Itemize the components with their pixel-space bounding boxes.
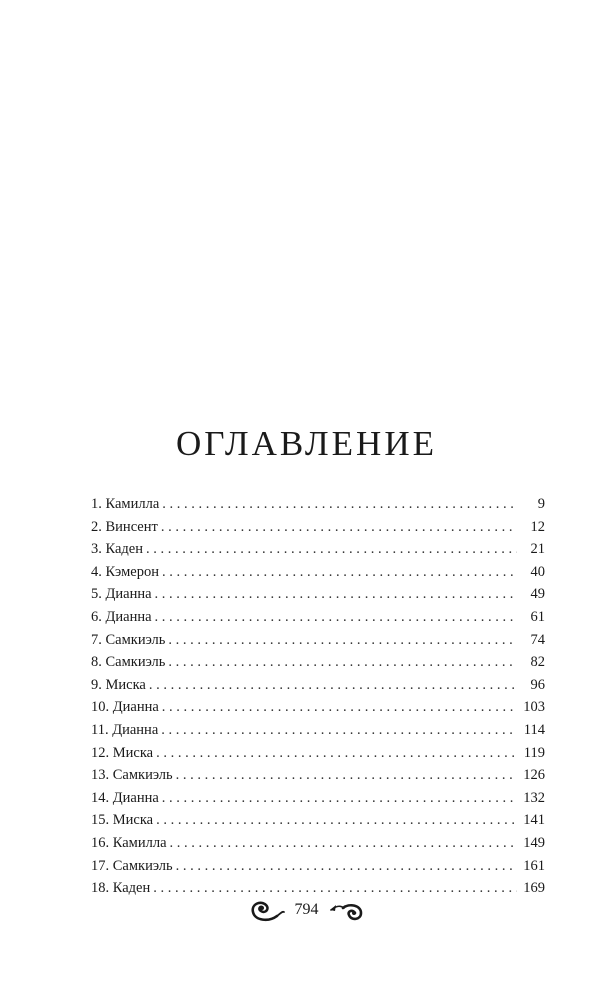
toc-entry[interactable] xyxy=(91,767,545,790)
toc-entry[interactable] xyxy=(91,722,545,745)
dot-leader xyxy=(176,858,517,875)
dot-leader xyxy=(176,767,517,784)
toc-entry-title: 3. Каден xyxy=(91,541,143,558)
dot-leader xyxy=(155,586,517,603)
toc-entry-page-number: 103 xyxy=(523,699,545,716)
page-number: 794 xyxy=(294,901,319,918)
toc-entry-title: 14. Дианна xyxy=(91,789,159,806)
toc-entry-title: 11. Дианна xyxy=(91,721,159,738)
toc-entry[interactable] xyxy=(91,564,545,587)
folio xyxy=(0,896,613,924)
toc-entry-page-number: 161 xyxy=(523,857,545,874)
dot-leader xyxy=(162,564,517,581)
toc-entry-title: 9. Миска xyxy=(91,676,146,693)
toc-entry[interactable] xyxy=(91,541,545,564)
toc-entry[interactable] xyxy=(91,812,545,835)
toc-entry-title: 1. Камилла xyxy=(91,496,160,512)
toc-entry-title: 15. Миска xyxy=(91,812,154,829)
toc-entry-page-number: 126 xyxy=(523,767,545,784)
toc-entry-title: 4. Кэмерон xyxy=(91,563,159,580)
toc-entry-page-number: 132 xyxy=(523,789,545,806)
toc-entry-title: 10. Дианна xyxy=(91,699,159,716)
toc-entry-page-number: 21 xyxy=(530,541,545,558)
toc-entry[interactable] xyxy=(91,699,545,722)
toc-entry-title: 16. Камилла xyxy=(91,834,167,851)
toc-entry-page-number: 96 xyxy=(530,676,545,693)
dot-leader xyxy=(155,609,517,626)
dot-leader xyxy=(156,745,517,762)
toc-entry-title: 7. Самкиэль xyxy=(91,631,166,648)
toc-entry-page-number: 114 xyxy=(523,721,545,738)
toc-entry-title: 2. Винсент xyxy=(91,518,158,535)
toc-entry[interactable] xyxy=(91,790,545,813)
toc-entry-page-number: 40 xyxy=(530,563,545,580)
toc-entry-page-number: 49 xyxy=(530,586,545,603)
dot-leader xyxy=(153,880,517,897)
page-title: ОГЛАВЛЕНИЕ xyxy=(176,424,437,463)
dot-leader xyxy=(168,632,517,649)
toc-entry-page-number: 9 xyxy=(537,496,545,512)
dot-leader xyxy=(168,654,517,671)
toc-entry[interactable] xyxy=(91,496,545,519)
toc-entry[interactable] xyxy=(91,654,545,677)
dot-leader xyxy=(149,677,517,694)
toc-entry[interactable] xyxy=(91,858,545,881)
toc-entry-title: 17. Самкиэль xyxy=(91,857,173,874)
toc-entry-page-number: 74 xyxy=(530,631,545,648)
toc-entry[interactable] xyxy=(91,745,545,768)
toc-entry-title: 13. Самкиэль xyxy=(91,767,173,784)
dot-leader xyxy=(161,722,517,739)
toc-entry-page-number: 141 xyxy=(523,812,545,829)
toc-entry[interactable] xyxy=(91,677,545,700)
toc-entry-title: 6. Дианна xyxy=(91,608,152,625)
dot-leader xyxy=(156,812,517,829)
swirl-ornament-icon xyxy=(247,896,287,924)
toc-entry-page-number: 119 xyxy=(523,744,545,761)
toc-entry-page-number: 12 xyxy=(530,518,545,535)
toc-entry[interactable] xyxy=(91,835,545,858)
toc-entry[interactable] xyxy=(91,586,545,609)
dot-leader xyxy=(162,699,517,716)
dot-leader xyxy=(161,519,517,536)
toc-entry-title: 8. Самкиэль xyxy=(91,654,166,671)
toc-entry-page-number: 149 xyxy=(523,834,545,851)
toc-entry[interactable] xyxy=(91,609,545,632)
toc-entry-title: 12. Миска xyxy=(91,744,154,761)
toc-entry-title: 18. Каден xyxy=(91,880,151,897)
swirl-arrow-ornament-icon xyxy=(327,896,367,924)
table-of-contents xyxy=(91,496,545,903)
dot-leader xyxy=(170,835,517,852)
dot-leader xyxy=(146,541,517,558)
toc-entry-page-number: 82 xyxy=(530,654,545,671)
toc-entry[interactable] xyxy=(91,519,545,542)
toc-entry-title: 5. Дианна xyxy=(91,586,152,603)
toc-entry-page-number: 169 xyxy=(523,880,545,897)
toc-entry[interactable] xyxy=(91,632,545,655)
dot-leader xyxy=(162,790,517,807)
dot-leader xyxy=(162,496,517,513)
toc-entry-page-number: 61 xyxy=(530,608,545,625)
